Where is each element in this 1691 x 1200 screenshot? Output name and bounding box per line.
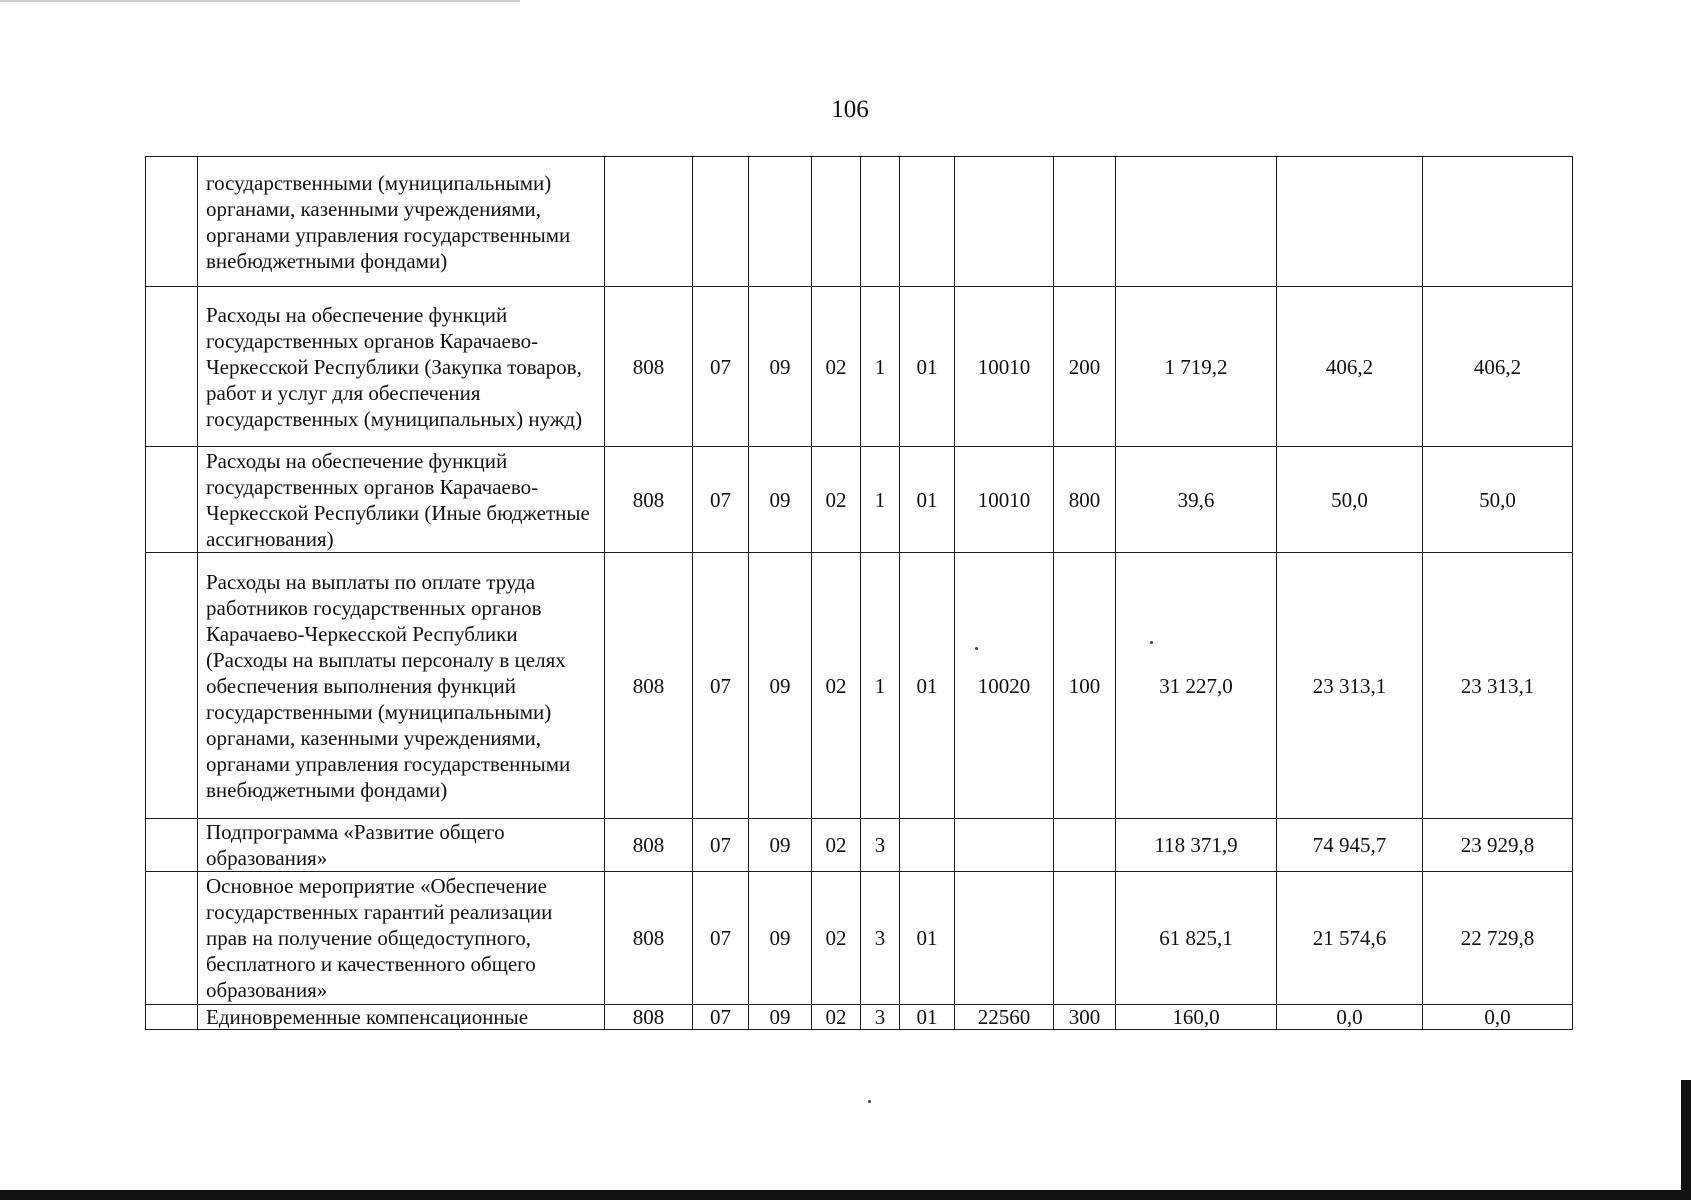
- table-row: [146, 287, 1573, 447]
- scan-speck: [868, 1100, 871, 1103]
- amount-year1-cell: 118 371,9: [1116, 819, 1277, 872]
- expense-name-cell: Основное мероприятие «Обеспечение государственных гарантий реализации прав на получение общедоступного, бесплатного и качественного общего образования»: [198, 872, 605, 1005]
- amount-year3-cell: 23 929,8: [1423, 819, 1573, 872]
- program-code-cell: 02: [812, 287, 861, 447]
- subprogram-code-cell: [861, 157, 900, 287]
- table-row: [146, 872, 1573, 1005]
- section-code-cell: 07: [693, 819, 749, 872]
- direction-code-cell: 10010: [955, 447, 1054, 553]
- scan-speck: [1150, 641, 1153, 644]
- scan-edge-line: [0, 0, 520, 2]
- budget-table: [145, 156, 1573, 1030]
- direction-code-cell: [955, 872, 1054, 1005]
- direction-code-cell: 10020: [955, 553, 1054, 819]
- ministry-code-cell: 808: [605, 287, 693, 447]
- table-row: [146, 553, 1573, 819]
- row-number-cell: [146, 1005, 198, 1030]
- expense-type-cell: 800: [1054, 447, 1116, 553]
- amount-year1-cell: 61 825,1: [1116, 872, 1277, 1005]
- activity-code-cell: 01: [900, 1005, 955, 1030]
- subprogram-code-cell: 1: [861, 553, 900, 819]
- program-code-cell: 02: [812, 553, 861, 819]
- amount-year2-cell: 50,0: [1277, 447, 1423, 553]
- subsection-code-cell: 09: [749, 1005, 812, 1030]
- expense-name-cell: Расходы на обеспечение функций государственных органов Карачаево-Черкесской Республики (Иные бюджетные ассигнования): [198, 447, 605, 553]
- expense-name-cell: Расходы на выплаты по оплате труда работников государственных органов Карачаево-Черкесской Республики (Расходы на выплаты персоналу в целях обеспечения выполнения функций государственными (муниципальными) органами, казенными учреждениями, органами управления государственными внебюджетными фондами): [198, 553, 605, 819]
- scan-border-right: [1681, 1080, 1691, 1200]
- ministry-code-cell: 808: [605, 1005, 693, 1030]
- section-code-cell: 07: [693, 447, 749, 553]
- subprogram-code-cell: 3: [861, 1005, 900, 1030]
- amount-year2-cell: [1277, 157, 1423, 287]
- amount-year1-cell: 1 719,2: [1116, 287, 1277, 447]
- expense-name-cell: Подпрограмма «Развитие общего образования»: [198, 819, 605, 872]
- row-number-cell: [146, 287, 198, 447]
- amount-year3-cell: 22 729,8: [1423, 872, 1573, 1005]
- table-body: [146, 157, 1573, 1030]
- expense-name-cell: Единовременные компенсационные: [198, 1005, 605, 1030]
- subsection-code-cell: 09: [749, 553, 812, 819]
- ministry-code-cell: 808: [605, 447, 693, 553]
- amount-year2-cell: 0,0: [1277, 1005, 1423, 1030]
- subprogram-code-cell: 3: [861, 819, 900, 872]
- program-code-cell: 02: [812, 872, 861, 1005]
- ministry-code-cell: 808: [605, 872, 693, 1005]
- table-row: [146, 157, 1573, 287]
- row-number-cell: [146, 819, 198, 872]
- amount-year1-cell: 160,0: [1116, 1005, 1277, 1030]
- direction-code-cell: [955, 819, 1054, 872]
- scan-speck: [975, 647, 978, 650]
- amount-year1-cell: [1116, 157, 1277, 287]
- program-code-cell: [812, 157, 861, 287]
- activity-code-cell: 01: [900, 447, 955, 553]
- page-number: 106: [831, 96, 869, 123]
- activity-code-cell: [900, 819, 955, 872]
- direction-code-cell: [955, 157, 1054, 287]
- activity-code-cell: 01: [900, 553, 955, 819]
- expense-type-cell: [1054, 819, 1116, 872]
- program-code-cell: 02: [812, 447, 861, 553]
- subprogram-code-cell: 1: [861, 287, 900, 447]
- direction-code-cell: 10010: [955, 287, 1054, 447]
- activity-code-cell: [900, 157, 955, 287]
- program-code-cell: 02: [812, 1005, 861, 1030]
- expense-type-cell: [1054, 872, 1116, 1005]
- scan-border-bottom: [0, 1190, 1691, 1200]
- section-code-cell: 07: [693, 553, 749, 819]
- amount-year2-cell: 23 313,1: [1277, 553, 1423, 819]
- subsection-code-cell: [749, 157, 812, 287]
- table-row: [146, 1005, 1573, 1030]
- ministry-code-cell: 808: [605, 819, 693, 872]
- expense-name-cell: государственными (муниципальными) органами, казенными учреждениями, органами управления государственными внебюджетными фондами): [198, 157, 605, 287]
- expense-type-cell: 200: [1054, 287, 1116, 447]
- amount-year3-cell: 50,0: [1423, 447, 1573, 553]
- direction-code-cell: 22560: [955, 1005, 1054, 1030]
- section-code-cell: 07: [693, 287, 749, 447]
- amount-year3-cell: 406,2: [1423, 287, 1573, 447]
- subsection-code-cell: 09: [749, 287, 812, 447]
- expense-type-cell: [1054, 157, 1116, 287]
- subsection-code-cell: 09: [749, 447, 812, 553]
- expense-name-cell: Расходы на обеспечение функций государственных органов Карачаево-Черкесской Республики (Закупка товаров, работ и услуг для обеспечения государственных (муниципальных) нужд): [198, 287, 605, 447]
- amount-year3-cell: 0,0: [1423, 1005, 1573, 1030]
- subprogram-code-cell: 1: [861, 447, 900, 553]
- section-code-cell: [693, 157, 749, 287]
- ministry-code-cell: 808: [605, 553, 693, 819]
- section-code-cell: 07: [693, 1005, 749, 1030]
- subprogram-code-cell: 3: [861, 872, 900, 1005]
- ministry-code-cell: [605, 157, 693, 287]
- section-code-cell: 07: [693, 872, 749, 1005]
- program-code-cell: 02: [812, 819, 861, 872]
- table-row: [146, 819, 1573, 872]
- activity-code-cell: 01: [900, 287, 955, 447]
- amount-year2-cell: 21 574,6: [1277, 872, 1423, 1005]
- row-number-cell: [146, 447, 198, 553]
- amount-year1-cell: 39,6: [1116, 447, 1277, 553]
- table-row: [146, 447, 1573, 553]
- row-number-cell: [146, 872, 198, 1005]
- amount-year3-cell: 23 313,1: [1423, 553, 1573, 819]
- subsection-code-cell: 09: [749, 872, 812, 1005]
- expense-type-cell: 300: [1054, 1005, 1116, 1030]
- row-number-cell: [146, 553, 198, 819]
- amount-year3-cell: [1423, 157, 1573, 287]
- row-number-cell: [146, 157, 198, 287]
- subsection-code-cell: 09: [749, 819, 812, 872]
- activity-code-cell: 01: [900, 872, 955, 1005]
- amount-year2-cell: 74 945,7: [1277, 819, 1423, 872]
- amount-year1-cell: 31 227,0: [1116, 553, 1277, 819]
- expense-type-cell: 100: [1054, 553, 1116, 819]
- amount-year2-cell: 406,2: [1277, 287, 1423, 447]
